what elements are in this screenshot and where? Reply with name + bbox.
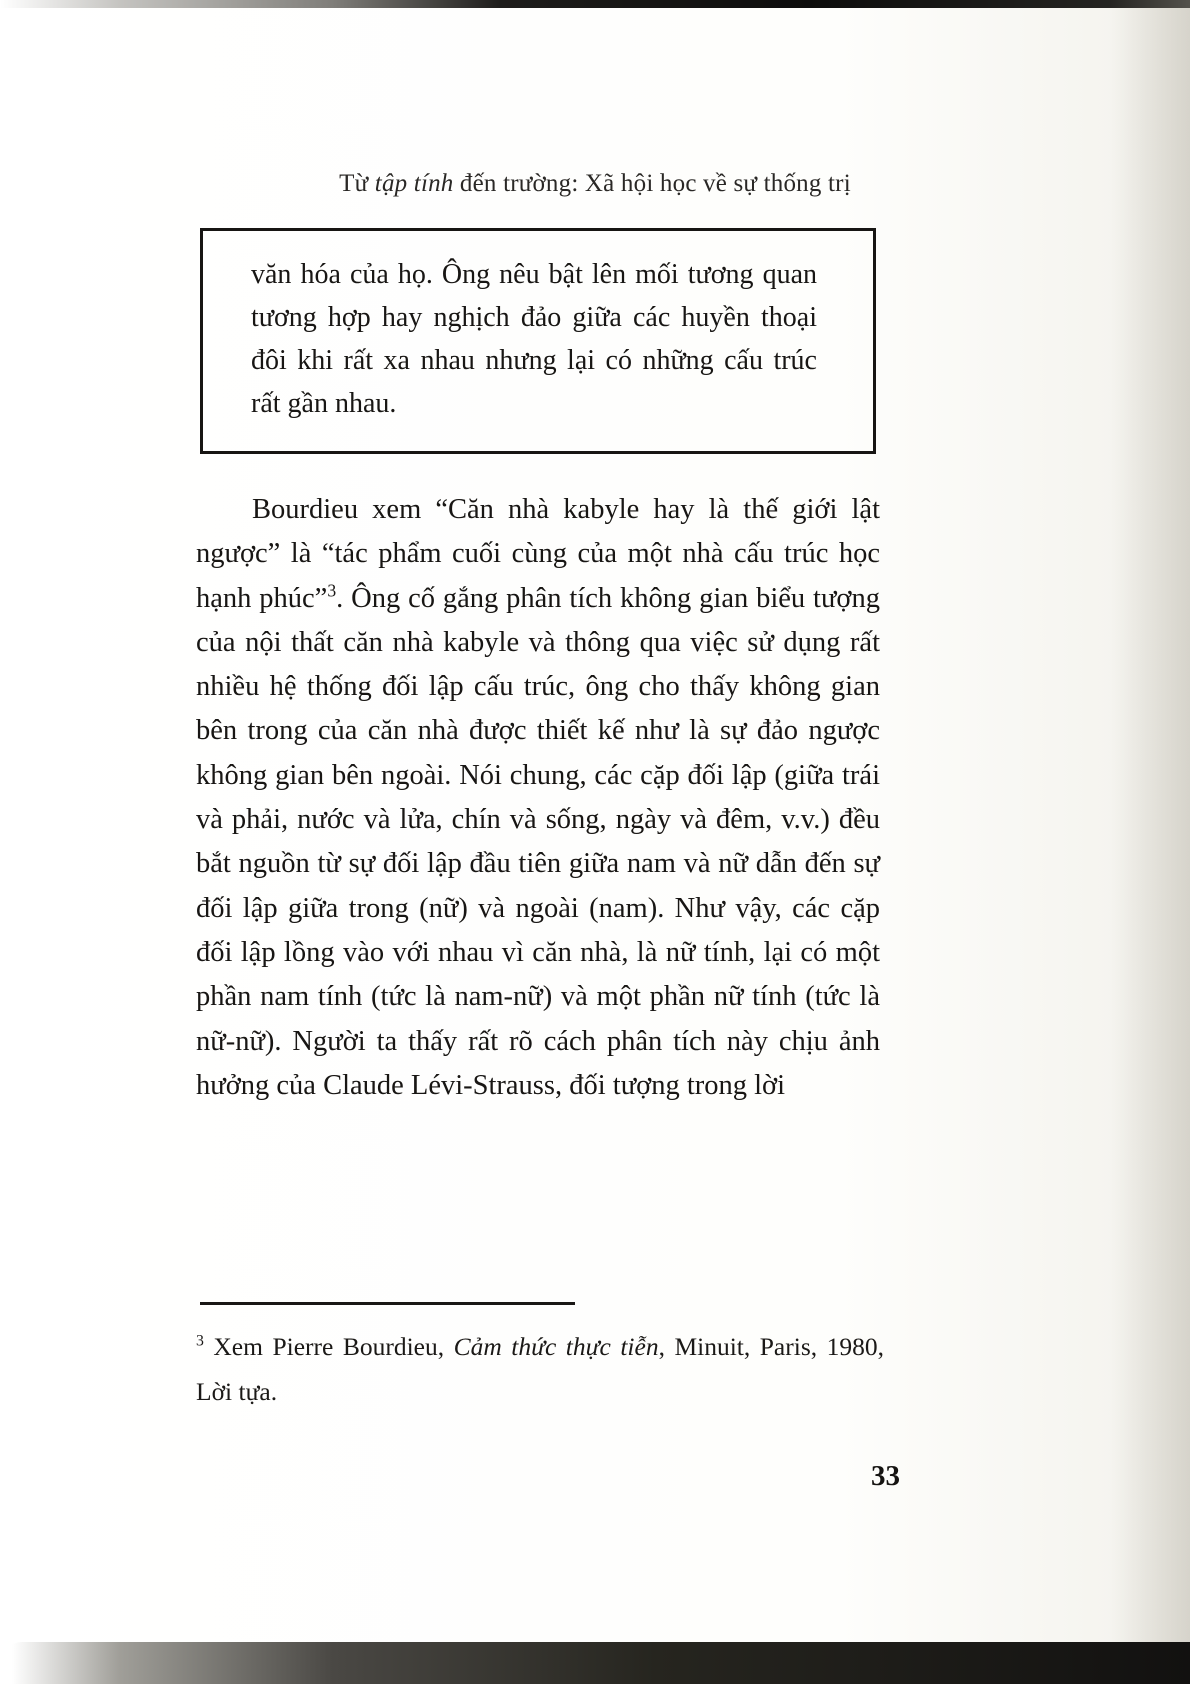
footnote-text-start: Xem Pierre Bourdieu, xyxy=(203,1332,454,1361)
quote-box xyxy=(200,228,876,454)
scan-artifact-bottom xyxy=(0,1642,1190,1684)
body-paragraph xyxy=(196,488,880,1108)
body-text-after-ref: . Ông cố gắng phân tích không gian biểu tượng của nội thất căn nhà kabyle và thông qua việc sử dụng rất nhiều hệ thống đối lập cấu trúc, ông cho thấy không gian bên trong của căn nhà được thiết kế như là sự đảo ngược không gian bên ngoài. Nói chung, các cặp đối lập (giữa trái và phải, nước và lửa, chín và sống, ngày và đêm, v.v.) đều bắt nguồn từ sự đối lập đầu tiên giữa nam và nữ dẫn đến sự đối lập giữa trong (nữ) và ngoài (nam). Như vậy, các cặp đối lập lồng vào với nhau vì căn nhà, là nữ tính, lại có một phần nam tính (tức là nam-nữ) và một phần nữ tính (tức là nữ-nữ). Người ta thấy rất rõ cách phân tích này chịu ảnh hưởng của Claude Lévi-Strauss, đối tượng trong lời xyxy=(196,582,880,1101)
footnote-number: 3 xyxy=(196,1332,204,1350)
running-header-italic: tập tính xyxy=(374,170,454,197)
running-header-prefix: Từ xyxy=(339,170,375,197)
footnote-divider xyxy=(200,1302,575,1305)
body-text-before-ref: Bourdieu xem “Căn nhà kabyle hay là thế giới lật ngược” là “tác phẩm cuối cùng của một nhà cấu trúc học hạnh phúc” xyxy=(196,494,880,614)
quote-text: văn hóa của họ. Ông nêu bật lên mối tương quan tương hợp hay nghịch đảo giữa các huyền thoại đôi khi rất xa nhau nhưng lại có những cấu trúc rất gần nhau. xyxy=(251,259,817,419)
running-header xyxy=(0,170,1190,198)
page-number: 33 xyxy=(871,1460,900,1492)
footnote xyxy=(196,1324,884,1414)
running-header-suffix: đến trường: Xã hội học về sự thống trị xyxy=(453,170,851,197)
footnote-text-end: , Minuit, Paris, 1980, Lời tựa. xyxy=(196,1332,884,1406)
footnote-book-title: Cảm thức thực tiễn xyxy=(453,1332,659,1361)
scan-artifact-right-shade xyxy=(1110,0,1190,1684)
scan-artifact-top xyxy=(0,0,1190,8)
footnote-reference-3: 3 xyxy=(327,580,337,601)
